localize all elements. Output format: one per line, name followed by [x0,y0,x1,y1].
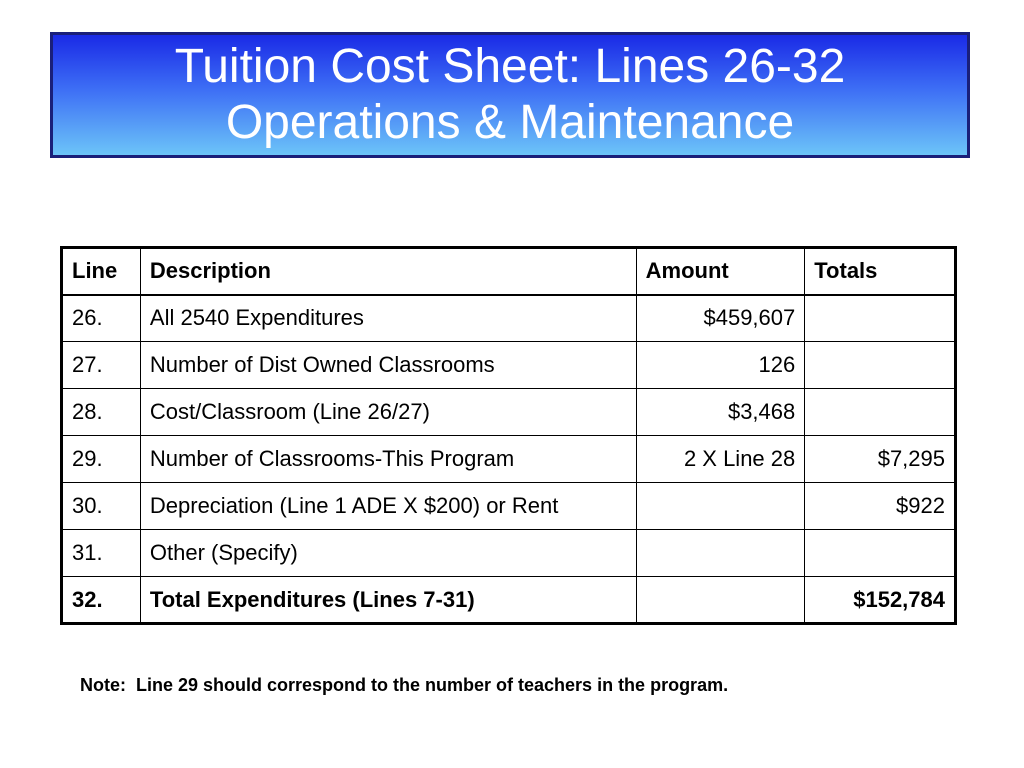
description-cell: Cost/Classroom (Line 26/27) [140,389,636,436]
description-cell: Depreciation (Line 1 ADE X $200) or Rent [140,483,636,530]
column-header-line: Line [62,248,141,295]
totals-cell: $922 [805,483,956,530]
totals-cell: $7,295 [805,436,956,483]
table-row [62,295,956,342]
line-cell: 32. [62,577,141,624]
line-cell: 27. [62,342,141,389]
description-cell: Total Expenditures (Lines 7-31) [140,577,636,624]
totals-cell: $152,784 [805,577,956,624]
table-row [62,530,956,577]
description-cell: All 2540 Expenditures [140,295,636,342]
line-cell: 30. [62,483,141,530]
description-cell: Number of Classrooms-This Program [140,436,636,483]
amount-cell [636,577,805,624]
title-line-1: Tuition Cost Sheet: Lines 26-32 [174,40,846,93]
table-row [62,483,956,530]
amount-cell: 126 [636,342,805,389]
table-header-row [62,248,956,295]
totals-cell [805,530,956,577]
total-row [62,577,956,624]
column-header-totals: Totals [805,248,956,295]
tuition-cost-table [60,246,957,625]
line-cell: 26. [62,295,141,342]
description-cell: Other (Specify) [140,530,636,577]
line-cell: 29. [62,436,141,483]
amount-cell: $459,607 [636,295,805,342]
table-row [62,436,956,483]
line-cell: 31. [62,530,141,577]
column-header-amount: Amount [636,248,805,295]
line-cell: 28. [62,389,141,436]
description-cell: Number of Dist Owned Classrooms [140,342,636,389]
amount-cell: 2 X Line 28 [636,436,805,483]
amount-cell [636,530,805,577]
amount-cell [636,483,805,530]
table-row [62,342,956,389]
totals-cell [805,389,956,436]
footnote: Note: Line 29 should correspond to the number of teachers in the program. [80,675,729,695]
totals-cell [805,342,956,389]
table-row [62,389,956,436]
title-line-2: Operations & Maintenance [225,96,795,149]
amount-cell: $3,468 [636,389,805,436]
totals-cell [805,295,956,342]
slide-title [50,32,970,158]
column-header-description: Description [140,248,636,295]
